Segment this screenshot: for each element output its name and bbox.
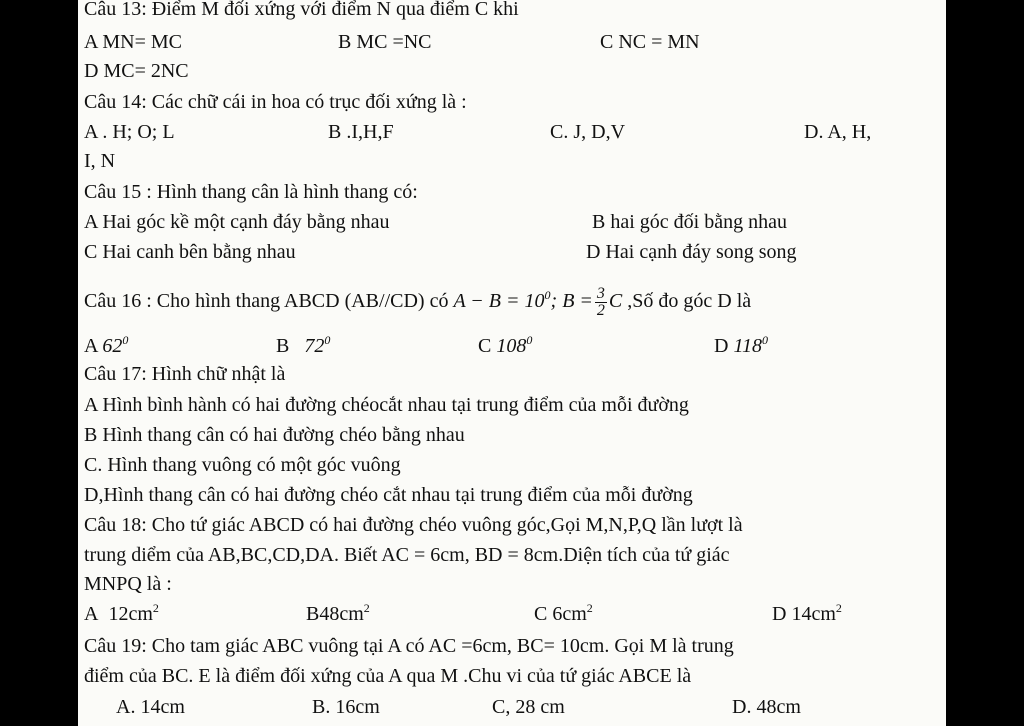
q19-question-line1: Câu 19: Cho tam giác ABC vuông tại A có AC =6cm, BC= 10cm. Gọi M là trung	[84, 635, 734, 657]
q17-option-a: A Hình bình hành có hai đường chéocắt nhau tại trung điểm của mỗi đường	[84, 394, 689, 416]
q15-option-a: A Hai góc kề một cạnh đáy bằng nhau	[84, 211, 390, 233]
q15-option-c: C Hai canh bên bằng nhau	[84, 241, 296, 263]
q16-option-c-degree: 0	[526, 333, 533, 347]
q18-question-line1: Câu 18: Cho tứ giác ABCD có hai đường chéo vuông góc,Gọi M,N,P,Q lần lượt là	[84, 514, 743, 536]
q18-question-line2: trung diểm của AB,BC,CD,DA. Biết AC = 6cm, BD = 8cm.Diện tích của tứ giác	[84, 544, 730, 566]
q16-formula-part1: A − B = 10	[453, 290, 545, 313]
q18-option-d-exponent: 2	[835, 601, 842, 615]
q16-question	[84, 286, 751, 319]
q18-question-line3: MNPQ là :	[84, 573, 172, 595]
q18-option-a	[84, 602, 159, 626]
q16-formula-part3: C	[608, 290, 623, 313]
q16-option-c-value: 108	[496, 335, 527, 357]
q16-fraction-numerator: 3	[596, 285, 605, 302]
q16-option-d-value: 118	[733, 335, 762, 357]
q16-option-b-value: 72	[304, 335, 325, 357]
q14-option-d-continued: I, N	[84, 150, 116, 172]
q18-option-a-label: A	[84, 603, 99, 625]
q16-option-b-label: B	[276, 335, 290, 357]
q14-option-d: D. A, H,	[804, 121, 872, 143]
q16-option-a-degree: 0	[122, 333, 129, 347]
q15-question: Câu 15 : Hình thang cân là hình thang có:	[84, 181, 418, 203]
q18-option-a-value: 12cm	[108, 603, 153, 625]
q18-option-d	[772, 602, 842, 626]
q14-option-a: A . H; O; L	[84, 121, 175, 143]
q16-option-c	[478, 334, 532, 358]
q18-option-b-exponent: 2	[363, 601, 370, 615]
q13-option-c: C NC = MN	[600, 31, 700, 53]
q19-option-d: D. 48cm	[732, 696, 801, 718]
q15-option-d: D Hai cạnh đáy song song	[586, 241, 797, 263]
q17-option-b: B Hình thang cân có hai đường chéo bằng nhau	[84, 424, 465, 446]
q16-option-d	[714, 334, 768, 358]
q13-option-b: B MC =NC	[338, 31, 432, 53]
q14-option-c: C. J, D,V	[550, 121, 626, 143]
q15-option-b: B hai góc đối bằng nhau	[592, 211, 787, 233]
q16-question-text: Câu 16 : Cho hình thang ABCD (AB//CD) có	[84, 290, 449, 313]
q18-option-a-exponent: 2	[152, 601, 159, 615]
q16-option-b-degree: 0	[324, 333, 331, 347]
q18-option-b	[306, 602, 370, 626]
q17-option-c: C. Hình thang vuông có một góc vuông	[84, 454, 401, 476]
q17-option-d: D,Hình thang cân có hai đường chéo cắt nhau tại trung điểm của mỗi đường	[84, 484, 693, 506]
q16-fraction-denominator: 2	[596, 302, 605, 319]
q16-formula-degree: 0	[544, 288, 551, 303]
q18-option-b-label: B	[306, 603, 320, 625]
q16-option-d-label: D	[714, 335, 729, 357]
q19-option-b: B. 16cm	[312, 696, 380, 718]
q14-question: Câu 14: Các chữ cái in hoa có trục đối xứng là :	[84, 91, 467, 113]
q17-question: Câu 17: Hình chữ nhật là	[84, 363, 286, 385]
q14-option-b: B .I,H,F	[328, 121, 394, 143]
q19-question-line2: điểm của BC. E là điểm đối xứng của A qua M .Chu vi của tứ giác ABCE là	[84, 665, 692, 687]
q19-option-a: A. 14cm	[116, 696, 185, 718]
q18-option-b-value: 48cm	[319, 603, 364, 625]
quiz-document	[78, 0, 946, 726]
q16-option-a-label: A	[84, 335, 98, 357]
q16-option-a	[84, 334, 128, 358]
q18-option-d-label: D	[772, 603, 787, 625]
q13-option-d: D MC= 2NC	[84, 60, 189, 82]
q16-option-d-degree: 0	[761, 333, 768, 347]
q18-option-c-value: 6cm	[552, 603, 587, 625]
q16-formula	[453, 285, 623, 319]
q16-fraction	[595, 286, 607, 319]
q16-option-a-value: 62	[102, 335, 123, 357]
q13-question: Câu 13: Điểm M đối xứng với điểm N qua điểm C khi	[84, 0, 519, 20]
q19-option-c: C, 28 cm	[492, 696, 565, 718]
q16-option-c-label: C	[478, 335, 492, 357]
q16-question-end: ,Số đo góc D là	[627, 290, 752, 313]
q16-formula-part2: ; B =	[550, 290, 593, 313]
q13-option-a: A MN= MC	[84, 31, 182, 53]
q18-option-c-label: C	[534, 603, 548, 625]
q16-option-b	[276, 334, 330, 358]
q18-option-c	[534, 602, 593, 626]
q18-option-c-exponent: 2	[586, 601, 593, 615]
q18-option-d-value: 14cm	[791, 603, 836, 625]
document-page	[78, 0, 946, 726]
